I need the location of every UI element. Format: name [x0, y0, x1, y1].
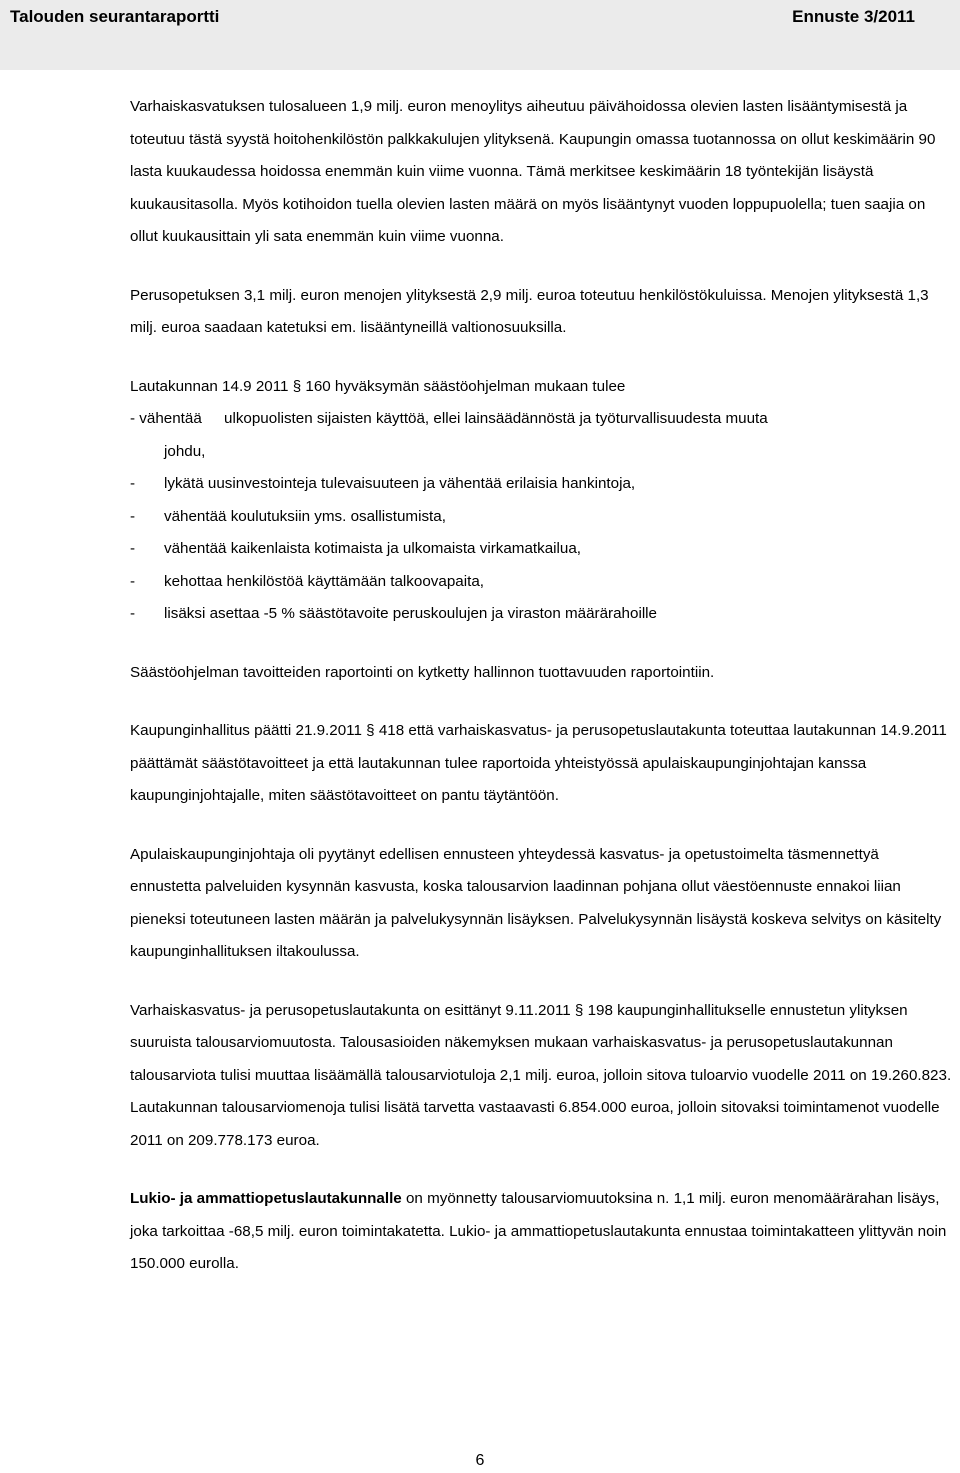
- list-dash: -: [130, 540, 136, 557]
- list-item-continuation: johdu,: [164, 442, 206, 460]
- list-dash: -: [130, 475, 136, 492]
- list-item-text: vähentää kaikenlaista kotimaista ja ulkomaista virkamatkailua,: [164, 540, 582, 557]
- list-item-text: vähentää koulutuksiin yms. osallistumista,: [164, 507, 446, 525]
- paragraph-reporting: Säästöohjelman tavoitteiden raportointi on kytketty hallinnon tuottavuuden raportointiin.: [130, 663, 715, 681]
- footer-divider: [130, 1440, 952, 1441]
- list-item: [130, 598, 952, 631]
- committee-name: Lukio- ja ammattiopetuslautakunnalle: [130, 1190, 402, 1207]
- paragraph-upper-secondary-text: on myönnetty talousarviomuutoksina n. 1,1 milj. euron menomäärärahan lisäys, joka tarkoittaa -68,5 milj. euron toimintakatetta. Lukio- ja ammattiopetuslautakunta ennustaa toimintakatteen ylittyvän noin 150.000 eurolla.: [130, 1190, 947, 1272]
- list-item-text: lisäksi asettaa -5 % säästötavoite peruskoulujen ja viraston määrärahoille: [164, 605, 658, 622]
- list-dash: -: [130, 572, 136, 590]
- savings-list: [130, 403, 952, 631]
- paragraph-early-education: Varhaiskasvatuksen tulosalueen 1,9 milj. euron menoylitys aiheutuu päivähoidossa olevien lasten lisääntymisestä ja toteutuu tästä syystä hoitohenkilöstön palkkakulujen ylityksenä. Kaupungin omassa tuotannossa on ollut keskimäärin 90 lasta kuukaudessa hoidossa enemmän kuin viime vuonna. Tämä merkitsee keskimäärin 18 työntekijän lisäystä kuukausitasolla. Myös kotihoidon tuella olevien lasten määrä on myös lisääntynyt vuoden loppupuolella; tuen saajia on ollut kuukausittain yli sata enemmän kuin viime vuonna.: [130, 98, 936, 245]
- list-item: [130, 533, 952, 566]
- report-title: Talouden seurantaraportti: [10, 7, 220, 26]
- list-item: [130, 566, 952, 599]
- list-dash: -: [130, 507, 136, 525]
- paragraph-budget-amendment: Varhaiskasvatus- ja perusopetuslautakunta on esittänyt 9.11.2011 § 198 kaupunginhallitukselle ennustetun ylityksen suuruista talousarviomuutosta. Talousasioiden näkemyksen mukaan varhaiskasvatus- ja perusopetuslautakunnan talousarviota tulisi muuttaa lisäämällä talousarviotuloja 2,1 milj. euroa, jolloin sitova tuloarvio vuodelle 2011 on 19.260.823. Lautakunnan talousarviomenoja tulisi lisätä tarvetta vastaavasti 6.854.000 euroa, jolloin sitovaksi toimintamenot vuodelle 2011 on 209.778.173 euroa.: [130, 1001, 952, 1149]
- paragraph-deputy-mayor: Apulaiskaupunginjohtaja oli pyytänyt edellisen ennusteen yhteydessä kasvatus- ja opetustoimelta täsmennettyä ennustetta palveluiden kysynnän kasvusta, koska talousarvion laadinnan pohjana ollut väestöennuste ennakoi liian pieneksi toteutuneen lasten määrän ja palvelukysynnän lisäyksen. Palvelukysynnän lisäystä koskeva selvitys on käsitelty kaupunginhallituksen iltakoulussa.: [130, 845, 942, 960]
- paragraph-city-board-decision: Kaupunginhallitus päätti 21.9.2011 § 418 että varhaiskasvatus- ja perusopetuslautakunta toteuttaa lautakunnan 14.9.2011 päättämät säästötavoitteet ja että lautakunnan tulee raportoida yhteistyössä apulaiskaupunginjohtajan kanssa kaupunginjohtajalle, miten säästötavoitteet on pantu täytäntöön.: [130, 722, 947, 804]
- list-dash: -: [130, 605, 136, 622]
- list-item: [130, 501, 952, 534]
- list-item: [130, 403, 952, 436]
- list-item-text: lykätä uusinvestointeja tulevaisuuteen ja vähentää erilaisia hankintoja,: [164, 475, 636, 492]
- page-number: 6: [475, 1452, 485, 1469]
- list-item-text: ulkopuolisten sijaisten käyttöä, ellei lainsäädännöstä ja työturvallisuudesta muuta: [224, 410, 768, 427]
- list-item: [130, 468, 952, 501]
- paragraph-upper-secondary: [130, 1183, 952, 1281]
- document-body: [130, 91, 952, 1307]
- list-item-lead: - vähentää: [130, 410, 202, 427]
- page-header: [0, 0, 960, 70]
- list-item-text: kehottaa henkilöstöä käyttämään talkoovapaita,: [164, 572, 484, 590]
- paragraph-basic-education: Perusopetuksen 3,1 milj. euron menojen ylityksestä 2,9 milj. euroa toteutuu henkilöstökuluissa. Menojen ylityksestä 1,3 milj. euroa saadaan katetuksi em. lisääntyneillä valtionosuuksilla.: [130, 286, 929, 336]
- forecast-label: Ennuste 3/2011: [792, 7, 915, 26]
- paragraph-savings-intro: Lautakunnan 14.9 2011 § 160 hyväksymän säästöohjelman mukaan tulee: [130, 377, 626, 395]
